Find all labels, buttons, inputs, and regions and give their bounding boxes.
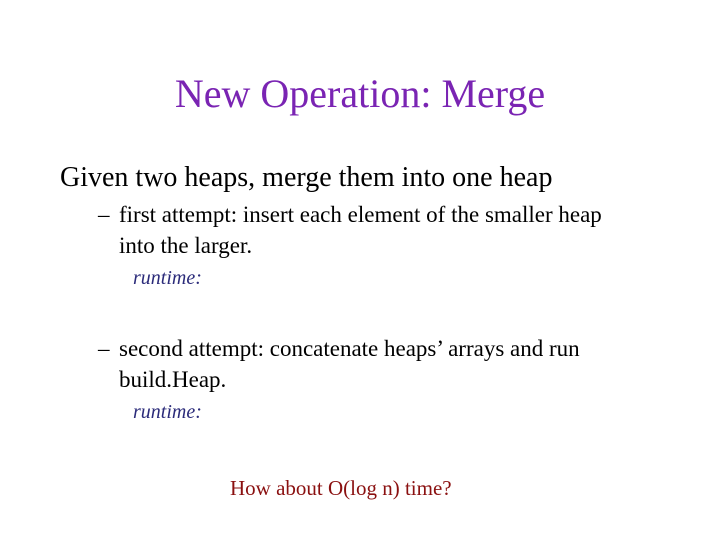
sub-bullet-line1: second attempt: concatenate heaps’ arrays and run: [119, 336, 580, 361]
closing-question: How about O(log n) time?: [230, 476, 452, 500]
sub-bullet-line1: first attempt: insert each element of the smaller heap: [119, 202, 602, 227]
sub-bullet-line2: build.Heap.: [119, 367, 227, 392]
dash-marker: –: [98, 336, 110, 361]
sub-bullet-first-attempt: [98, 199, 602, 261]
runtime-label: runtime:: [133, 267, 202, 289]
slide-title: New Operation: Merge: [174, 71, 546, 116]
sub-bullet-second-attempt: [98, 333, 580, 395]
main-point: Given two heaps, merge them into one heap: [60, 162, 553, 193]
runtime-label: runtime:: [133, 401, 202, 423]
sub-bullet-line2: into the larger.: [119, 233, 253, 258]
dash-marker: –: [98, 202, 110, 227]
